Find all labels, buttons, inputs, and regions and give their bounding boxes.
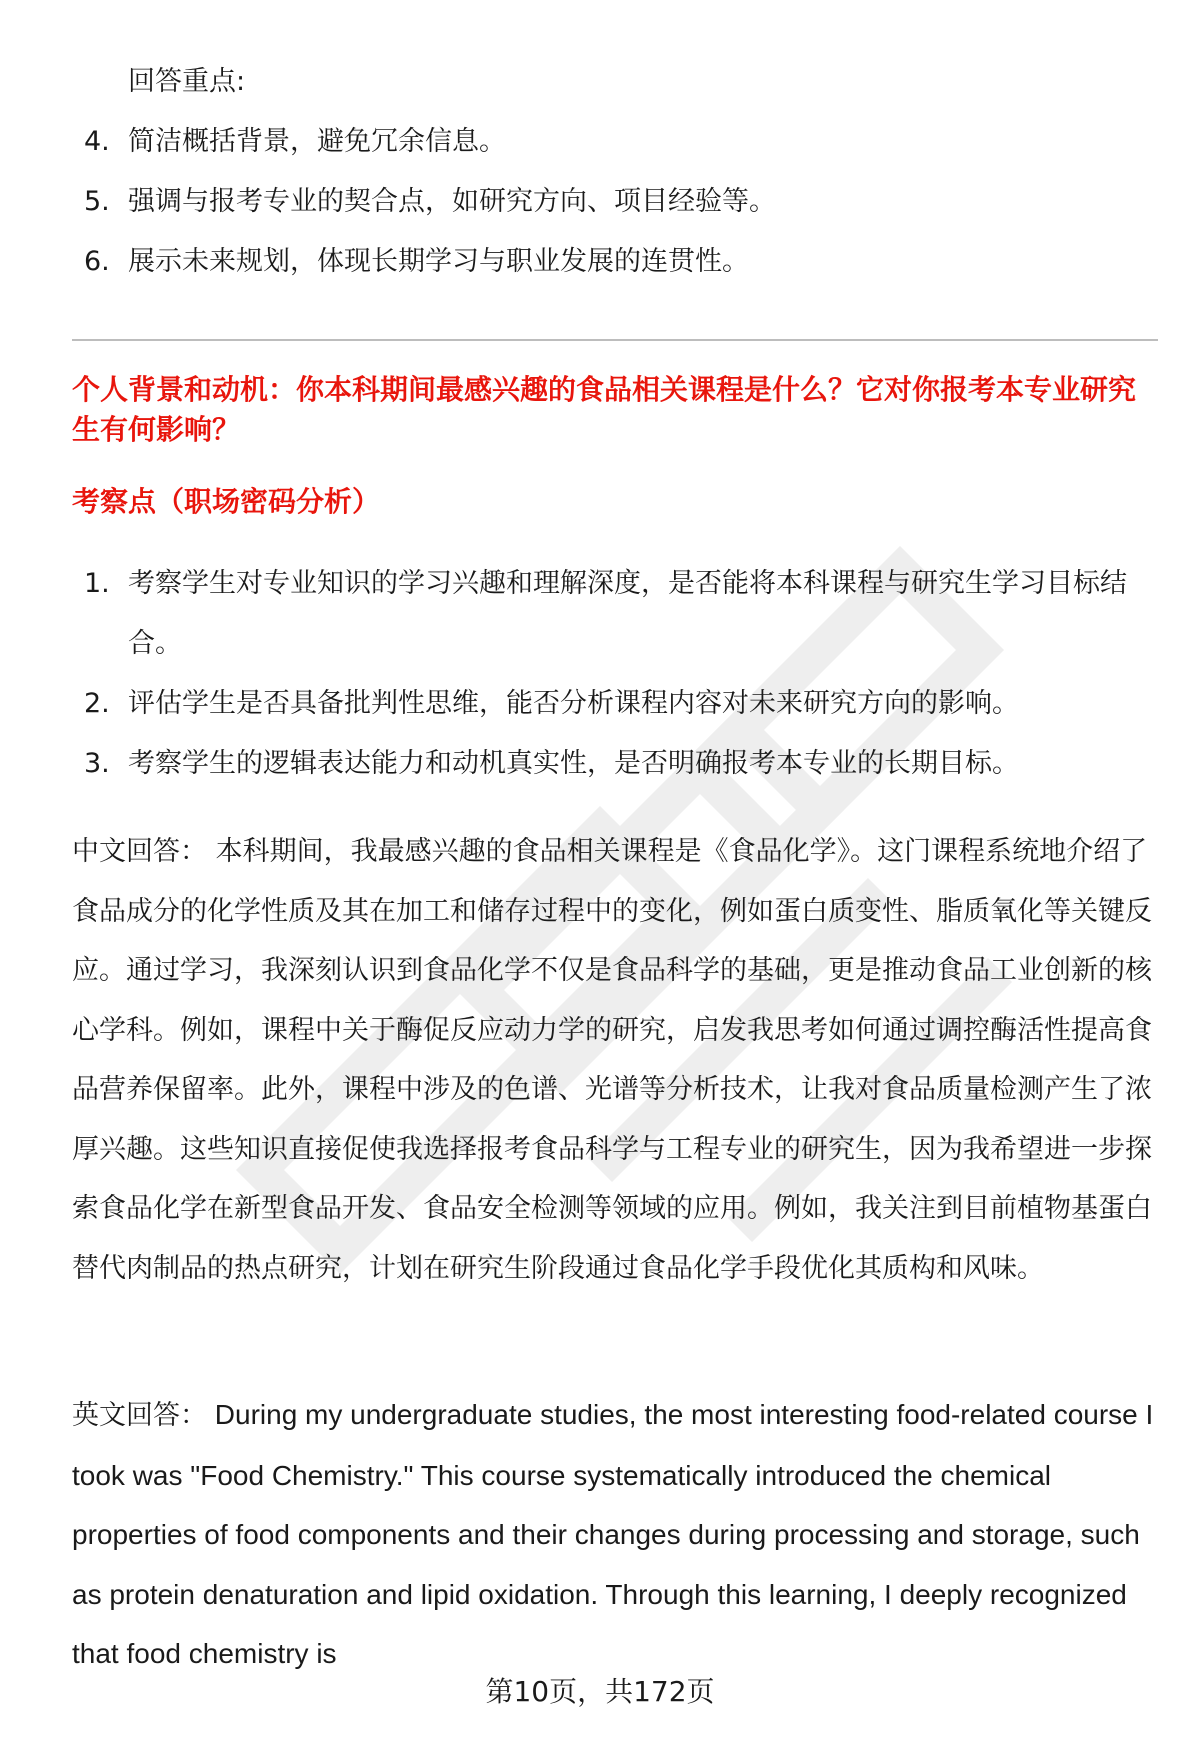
list-number: 6. — [84, 246, 110, 277]
list-text: 强调与报考专业的契合点，如研究方向、项目经验等。 — [128, 186, 776, 217]
list-text: 考察学生对专业知识的学习兴趣和理解深度，是否能将本科课程与研究生学习目标结合。 — [128, 568, 1127, 659]
list-item — [72, 554, 1160, 674]
list-number: 2. — [84, 688, 110, 719]
list-text: 简洁概括背景，避免冗余信息。 — [128, 126, 506, 157]
question-title: 个人背景和动机：你本科期间最感兴趣的食品相关课程是什么？它对你报考本专业研究生有何影响？ — [72, 373, 1137, 446]
list-number: 1. — [84, 568, 110, 599]
chinese-answer-label: 中文回答： — [72, 836, 207, 867]
list-item — [72, 172, 1160, 232]
english-answer-text: During my undergraduate studies, the most interesting food-related course I took was "Food Chemistry." This course systematically introduced the chemical properties of food components and their changes during processing and storage, such as protein denaturation and lipid oxidation. Through this learning, I deeply recognized that food chemistry is — [72, 1399, 1154, 1669]
page-number: 第10页，共172页 — [485, 1675, 715, 1708]
list-text: 考察学生的逻辑表达能力和动机真实性，是否明确报考本专业的长期目标。 — [128, 748, 1019, 779]
list-item — [72, 112, 1160, 172]
list-item — [72, 734, 1160, 794]
list-number: 3. — [84, 748, 110, 779]
chinese-answer-text: 本科期间，我最感兴趣的食品相关课程是《食品化学》。这门课程系统地介绍了食品成分的化学性质及其在加工和储存过程中的变化，例如蛋白质变性、脂质氧化等关键反应。通过学习，我深刻认识到食品化学不仅是食品科学的基础，更是推动食品工业创新的核心学科。例如，课程中关于酶促反应动力学的研究，启发我思考如何通过调控酶活性提高食品营养保留率。此外，课程中涉及的色谱、光谱等分析技术，让我对食品质量检测产生了浓厚兴趣。这些知识直接促使我选择报考食品科学与工程专业的研究生，因为我希望进一步探索食品化学在新型食品开发、食品安全检测等领域的应用。例如，我关注到目前植物基蛋白替代肉制品的热点研究，计划在研究生阶段通过食品化学手段优化其质构和风味。 — [72, 836, 1152, 1284]
list-item — [72, 232, 1160, 292]
key-points-list — [72, 112, 1160, 292]
list-text: 评估学生是否具备批判性思维，能否分析课程内容对未来研究方向的影响。 — [128, 688, 1019, 719]
list-number: 4. — [84, 126, 110, 157]
list-item — [72, 674, 1160, 734]
answer-key-points-label: 回答重点: — [128, 66, 246, 97]
chinese-answer — [72, 822, 1164, 1298]
english-answer-label: 英文回答： — [72, 1400, 207, 1431]
section-divider — [72, 339, 1158, 341]
list-number: 5. — [84, 186, 110, 217]
assessment-points-list — [72, 554, 1160, 794]
list-text: 展示未来规划，体现长期学习与职业发展的连贯性。 — [128, 246, 749, 277]
english-answer — [72, 1385, 1164, 1684]
assessment-points-title: 考察点（职场密码分析） — [72, 485, 381, 518]
